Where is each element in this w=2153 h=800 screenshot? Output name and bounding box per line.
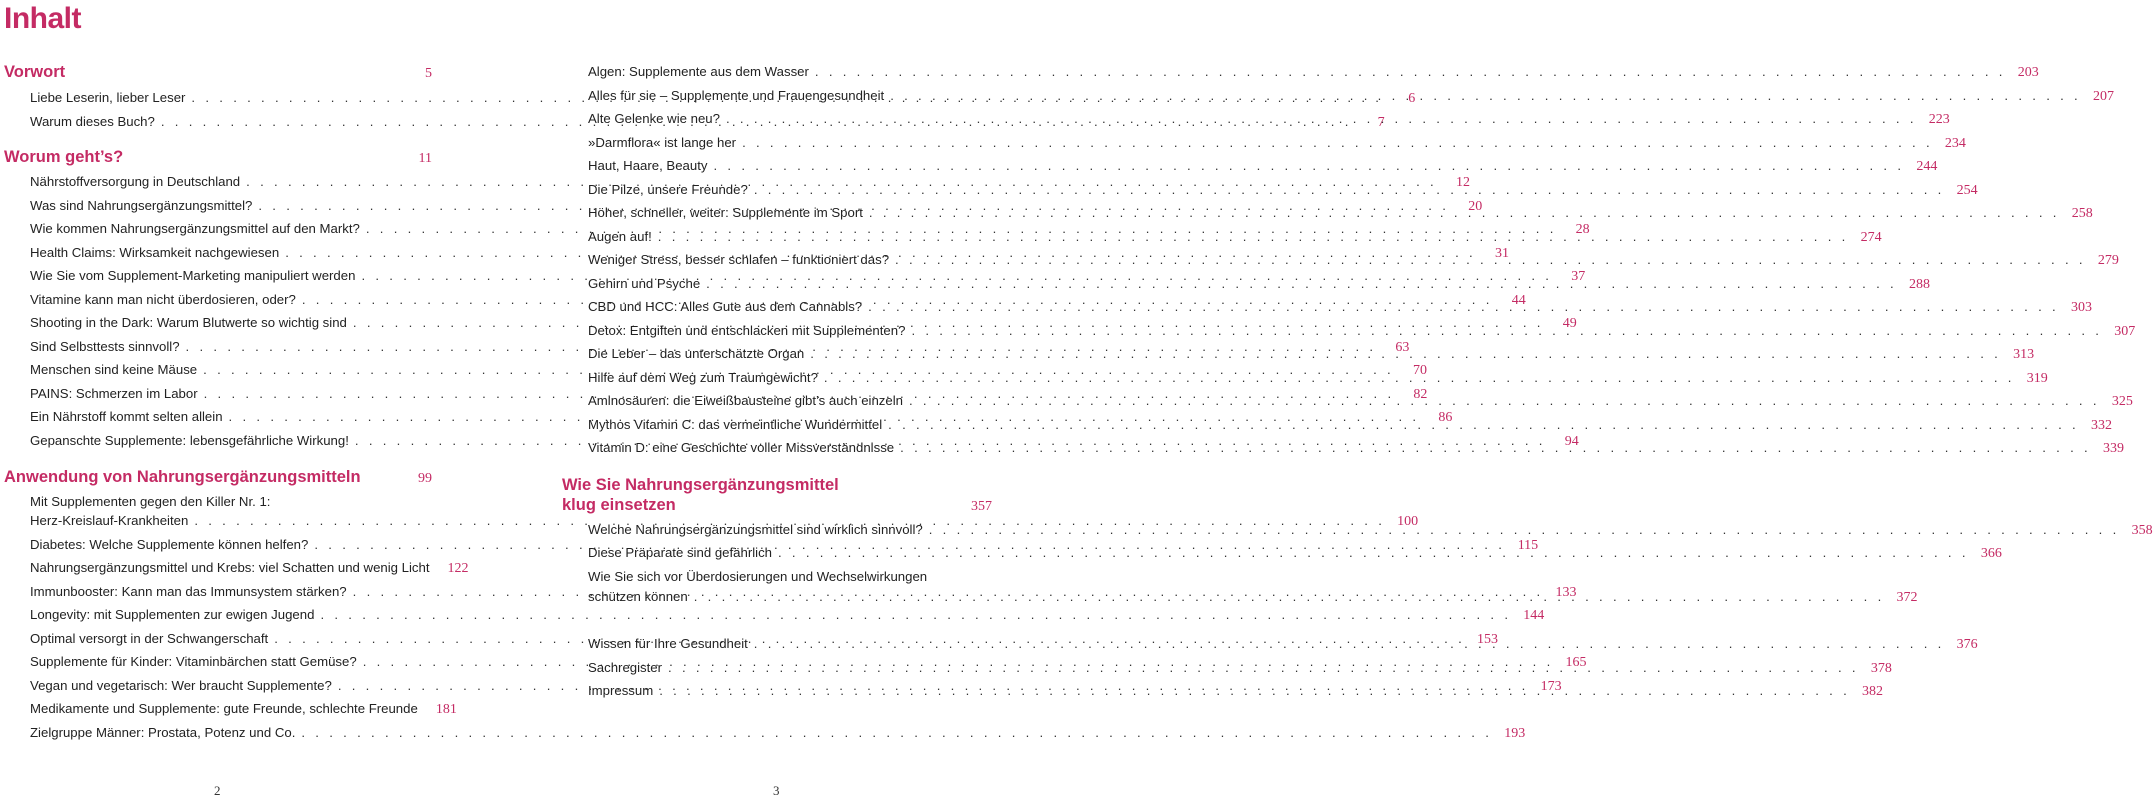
entry-page-number: 258 <box>2071 206 2093 221</box>
toc-entry[interactable] <box>30 604 1545 626</box>
entry-title: Optimal versorgt in der Schwangerschaft <box>30 630 269 646</box>
section-page-number: 357 <box>971 499 992 514</box>
entry-page-number: 133 <box>1555 584 1577 600</box>
entry-title: Welche Nahrungsergänzungsmittel sind wirklich sinnvoll? <box>588 522 923 537</box>
entry-title: Vitamin D: eine Geschichte voller Missverständnisse <box>588 440 895 455</box>
entry-page-number: 382 <box>1862 684 1884 699</box>
dot-leader <box>911 320 2102 342</box>
entry-page-number: 339 <box>2102 441 2124 456</box>
entry-page-number: 254 <box>1956 182 1978 198</box>
entry-title: Sind Selbsttests sinnvoll? <box>30 338 180 354</box>
entry-title: Zielgruppe Männer: Prostata, Potenz und Co. <box>30 724 296 740</box>
section-title-line2: klug einsetzen <box>562 496 676 514</box>
entry-title-line1: Wie Sie sich vor Überdosierungen und Wechselwirkungen <box>588 569 928 584</box>
entry-page-number: 49 <box>1562 316 1577 331</box>
entry-title: Longevity: mit Supplementen zur ewigen Jugend <box>30 607 315 622</box>
toc-entry[interactable] <box>588 85 2115 107</box>
entry-page-number: 165 <box>1565 655 1587 670</box>
entry-page-number: 303 <box>2070 300 2092 315</box>
section-title: Anwendung von Nahrungsergänzungsmitteln <box>4 468 361 486</box>
entry-title: Supplemente für Kinder: Vitaminbärchen statt Gemüse? <box>30 654 357 669</box>
entry-title: Liebe Leserin, lieber Leser <box>30 90 186 105</box>
entry-page-number: 288 <box>1909 276 1930 292</box>
entry-page-number: 31 <box>1495 245 1510 261</box>
dot-leader <box>810 343 2001 365</box>
entry-page-number: 6 <box>1408 91 1416 106</box>
folio: 2 <box>214 783 221 798</box>
section-title: Vorwort <box>4 63 66 81</box>
folio: 3 <box>773 783 780 798</box>
entry-page-number: 173 <box>1540 678 1562 694</box>
entry-title: schützen können <box>588 589 688 604</box>
dot-leader <box>726 108 1917 130</box>
dot-leader <box>659 680 1850 702</box>
dot-leader <box>868 296 2059 318</box>
entry-page-number: 82 <box>1413 386 1428 402</box>
entry-title: Nahrungsergänzungsmittel und Krebs: viel Schatten und wenig Licht <box>30 560 430 575</box>
entry-page-number: 86 <box>1438 410 1453 425</box>
entry-title: Sachregister <box>588 659 663 675</box>
entry-page-number: 153 <box>1477 631 1499 647</box>
entry-title: Alte Gelenke wie neu? <box>588 111 720 126</box>
entry-page-number: 63 <box>1395 339 1410 355</box>
entry-title: Die Pilze, unsere Freunde? <box>588 181 748 197</box>
entry-page-number: 44 <box>1511 292 1526 308</box>
entry-page-number: 203 <box>2017 65 2039 80</box>
dot-leader <box>895 249 2086 271</box>
entry-title-line1: Mit Supplementen gegen den Killer Nr. 1: <box>30 494 271 509</box>
toc-entry[interactable] <box>30 557 469 579</box>
entry-page-number: 325 <box>2111 394 2133 409</box>
entry-title: »Darmflora« ist lange her <box>588 134 737 150</box>
entry-title: Diese Präparate sind gefährlich <box>588 545 772 560</box>
section-worum[interactable] <box>4 146 432 168</box>
entry-page-number: 94 <box>1564 433 1579 449</box>
dot-leader <box>754 179 1945 201</box>
entry-page-number: 37 <box>1571 269 1586 284</box>
entry-page-number: 376 <box>1956 637 1978 652</box>
dot-leader <box>890 85 2081 107</box>
entry-title: CBD und HCC: Alles Gute aus dem Cannabis? <box>588 299 863 314</box>
entry-title: Aminosäuren: die Eiweißbausteine gibt’s auch einzeln <box>588 393 903 408</box>
entry-title: Höher, schneller, weiter: Supplemente im Sport <box>588 205 863 220</box>
dot-leader <box>658 226 1849 248</box>
dot-leader <box>754 633 1945 655</box>
entry-page-number: 366 <box>1980 546 2002 561</box>
entry-page-number: 20 <box>1468 198 1483 214</box>
dot-leader <box>706 273 1897 295</box>
dot-leader <box>869 202 2060 224</box>
dot-leader <box>778 542 1969 564</box>
entry-title: PAINS: Schmerzen im Labor <box>30 385 198 401</box>
entry-title: Die Leber – das unterschätzte Organ <box>588 346 805 361</box>
entry-page-number: 181 <box>435 702 457 717</box>
entry-page-number: 144 <box>1523 608 1545 623</box>
entry-page-number: 307 <box>2114 323 2136 339</box>
entry-title: Herz-Kreislauf-Krankheiten <box>30 513 189 528</box>
entry-page-number: 223 <box>1928 112 1950 127</box>
entry-page-number: 115 <box>1517 537 1539 553</box>
dot-leader <box>742 132 1933 154</box>
entry-title: Was sind Nahrungsergänzungsmittel? <box>30 197 253 213</box>
section-page-number: 11 <box>418 151 432 166</box>
entry-title: Wie kommen Nahrungsergänzungsmittel auf den Markt? <box>30 221 360 236</box>
entry-page-number: 193 <box>1504 725 1526 741</box>
entry-title: Hilfe auf dem Weg zum Traumgewicht? <box>588 369 818 385</box>
entry-page-number: 319 <box>2026 370 2048 386</box>
dot-leader <box>888 414 2079 436</box>
entry-title: Vegan und vegetarisch: Wer braucht Supplemente? <box>30 677 332 693</box>
entry-page-number: 207 <box>2093 88 2115 104</box>
section-vorwort[interactable] <box>4 61 432 83</box>
section-title-line1: Wie Sie Nahrungsergänzungsmittel <box>562 476 839 494</box>
entry-page-number: 313 <box>2013 347 2035 362</box>
dot-leader <box>900 437 2091 459</box>
entry-title: Nährstoffversorgung in Deutschland <box>30 174 241 189</box>
section-title: Worum geht’s? <box>4 148 124 166</box>
entry-title: Gepanschte Supplemente: lebensgefährliche Wirkung! <box>30 432 349 448</box>
dot-leader <box>815 61 2006 83</box>
entry-title: Detox: Entgiften und entschlacken mit Supplementen? <box>588 322 906 338</box>
entry-page-number: 12 <box>1455 175 1470 190</box>
entry-page-number: 234 <box>1944 135 1966 151</box>
entry-page-number: 28 <box>1575 222 1590 237</box>
toc-entry[interactable] <box>588 155 1938 177</box>
section-anwendung[interactable] <box>4 466 432 488</box>
entry-page-number: 332 <box>2090 417 2112 433</box>
entry-page-number: 70 <box>1412 363 1427 378</box>
entry-title: Wie Sie vom Supplement-Marketing manipuliert werden <box>30 268 356 283</box>
entry-title: Warum dieses Buch? <box>30 113 155 129</box>
entry-page-number: 122 <box>447 561 469 576</box>
entry-page-number: 358 <box>2131 523 2153 538</box>
toc-entry[interactable] <box>588 132 1966 154</box>
entry-page-number: 244 <box>1916 159 1938 174</box>
dot-leader <box>909 390 2100 412</box>
entry-title: Wissen für Ihre Gesundheit <box>588 636 748 651</box>
entry-page-number: 372 <box>1896 590 1918 605</box>
entry-title: Health Claims: Wirksamkeit nachgewiesen <box>30 244 280 260</box>
entry-title: Vitamine kann man nicht überdosieren, oder? <box>30 291 296 307</box>
toc-entry[interactable] <box>588 61 2039 83</box>
entry-title: Diabetes: Welche Supplemente können helfen? <box>30 536 309 552</box>
entry-title: Algen: Supplemente aus dem Wasser <box>588 64 809 79</box>
entry-title: Medikamente und Supplemente: gute Freunde, schlechte Freunde <box>30 701 418 716</box>
entry-title: Shooting in the Dark: Warum Blutwerte so wichtig sind <box>30 315 347 330</box>
toc-entry[interactable] <box>588 108 1950 130</box>
dot-leader <box>824 367 2015 389</box>
entry-title: Immunbooster: Kann man das Immunsystem stärken? <box>30 583 347 599</box>
dot-leader <box>929 519 2120 541</box>
entry-title: Gehirn und Psyche <box>588 275 701 291</box>
entry-title: Alles für sie – Supplemente und Frauengesundheit <box>588 87 885 103</box>
entry-page-number: 7 <box>1377 114 1385 130</box>
entry-page-number: 274 <box>1860 229 1882 245</box>
page-title: Inhalt <box>4 2 81 35</box>
dot-leader <box>694 586 1885 608</box>
entry-title: Weniger Stress, besser schlafen – funktioniert das? <box>588 252 890 267</box>
entry-title: Impressum <box>588 683 654 698</box>
toc-entry[interactable] <box>30 698 457 720</box>
section-page-number: 99 <box>418 471 432 486</box>
entry-title: Menschen sind keine Mäuse <box>30 362 198 377</box>
section-page-number: 5 <box>425 66 432 81</box>
entry-title: Ein Nährstoff kommt selten allein <box>30 409 223 424</box>
entry-title: Augen auf! <box>588 228 652 244</box>
entry-page-number: 279 <box>2097 253 2119 268</box>
entry-page-number: 100 <box>1397 514 1419 529</box>
entry-page-number: 378 <box>1870 660 1892 676</box>
section-klug-einsetzen[interactable] <box>562 494 992 516</box>
toc-entry[interactable] <box>30 722 1526 744</box>
entry-title: Haut, Haare, Beauty <box>588 158 708 173</box>
dot-leader <box>714 155 1905 177</box>
dot-leader <box>668 657 1859 679</box>
entry-title: Mythos Vitamin C: das vermeintliche Wundermittel <box>588 416 883 432</box>
